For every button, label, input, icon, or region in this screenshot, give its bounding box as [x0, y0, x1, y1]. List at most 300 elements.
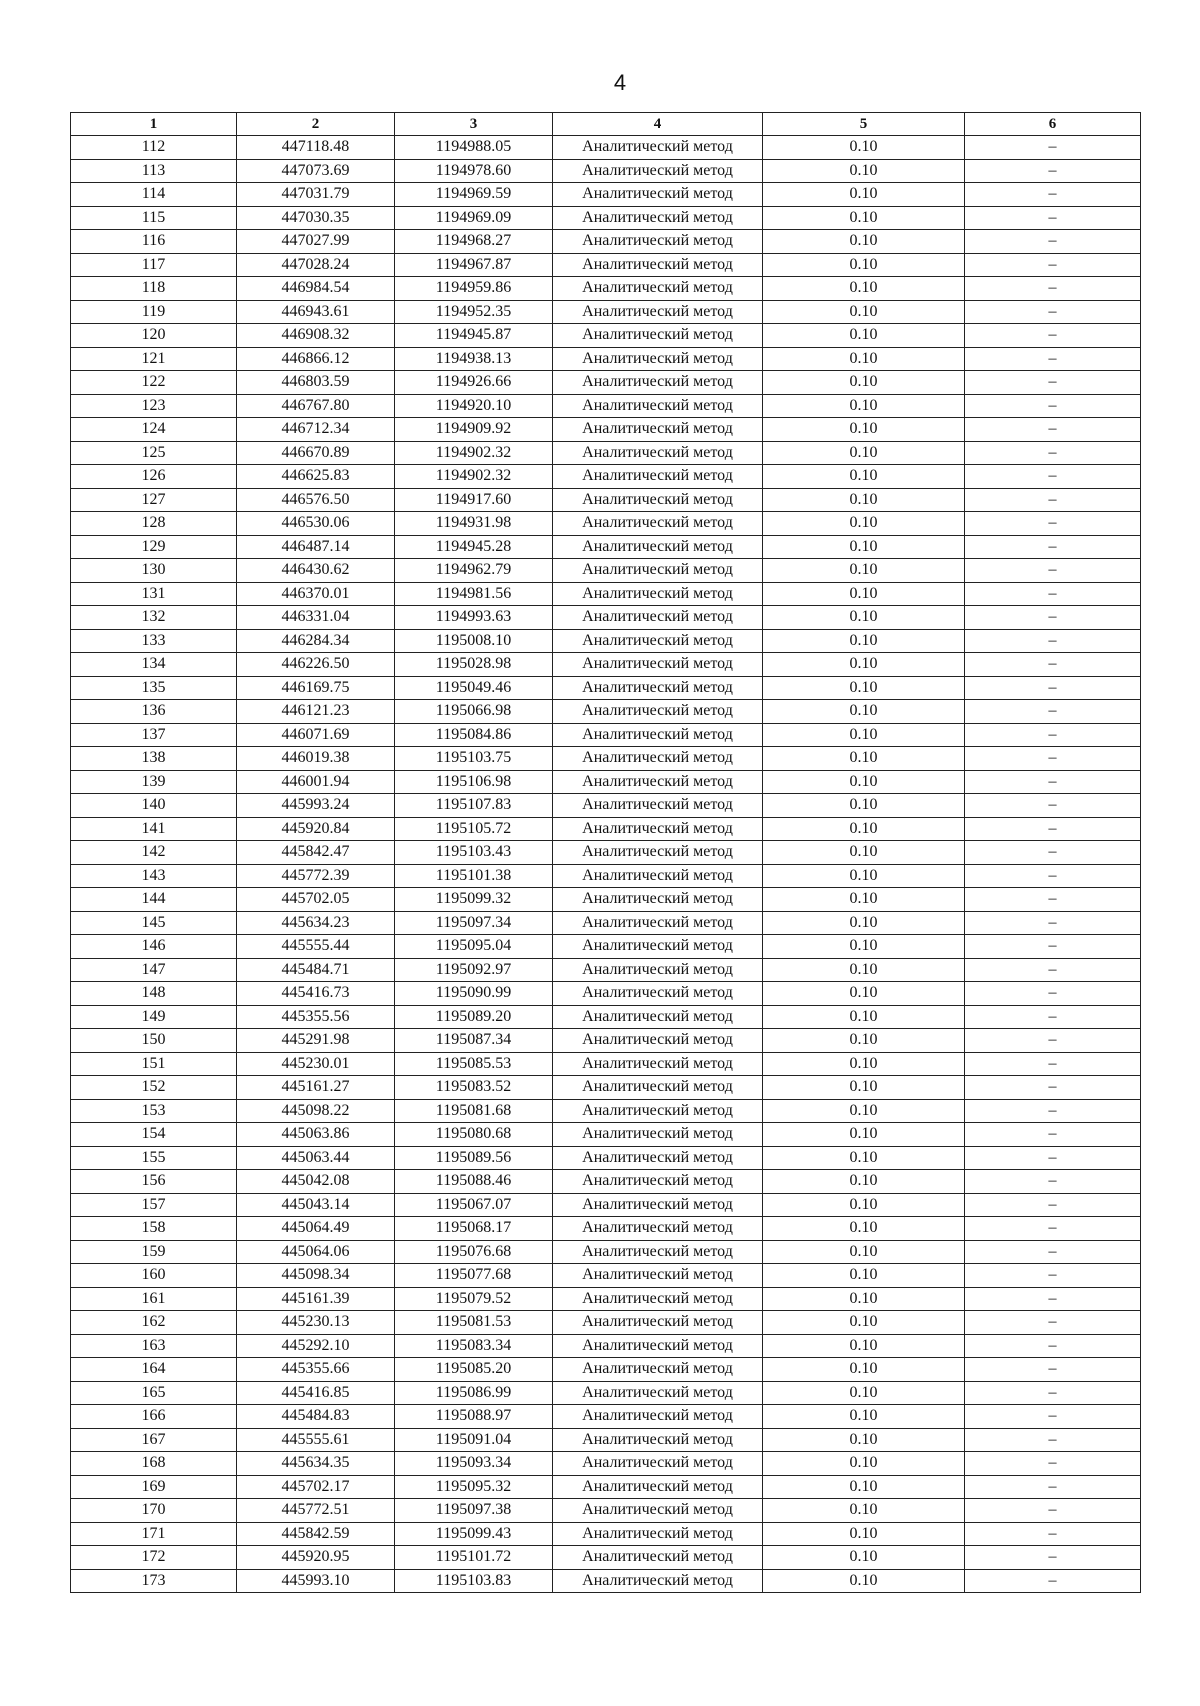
method-cell: Аналитический метод [553, 817, 763, 841]
method-cell: Аналитический метод [553, 1170, 763, 1194]
y-coordinate-cell: 1195077.68 [395, 1264, 553, 1288]
x-coordinate-cell: 446670.89 [237, 441, 395, 465]
x-coordinate-cell: 446908.32 [237, 324, 395, 348]
method-cell: Аналитический метод [553, 1240, 763, 1264]
point-number-cell: 118 [71, 277, 237, 301]
method-cell: Аналитический метод [553, 1217, 763, 1241]
table-row [71, 841, 1141, 865]
accuracy-cell: 0.10 [763, 1522, 965, 1546]
table-row [71, 1428, 1141, 1452]
table-body [71, 136, 1141, 1593]
method-cell: Аналитический метод [553, 1099, 763, 1123]
y-coordinate-cell: 1195049.46 [395, 676, 553, 700]
x-coordinate-cell: 445555.61 [237, 1428, 395, 1452]
y-coordinate-cell: 1195099.32 [395, 888, 553, 912]
y-coordinate-cell: 1194909.92 [395, 418, 553, 442]
x-coordinate-cell: 445772.51 [237, 1499, 395, 1523]
note-cell: – [965, 1146, 1141, 1170]
table-row [71, 230, 1141, 254]
y-coordinate-cell: 1194902.32 [395, 441, 553, 465]
header-cell-1: 1 [71, 113, 237, 136]
note-cell: – [965, 864, 1141, 888]
x-coordinate-cell: 445292.10 [237, 1334, 395, 1358]
y-coordinate-cell: 1195028.98 [395, 653, 553, 677]
table-row [71, 606, 1141, 630]
point-number-cell: 153 [71, 1099, 237, 1123]
page-number: 4 [613, 70, 627, 95]
note-cell: – [965, 512, 1141, 536]
note-cell: – [965, 1311, 1141, 1335]
table-row [71, 277, 1141, 301]
note-cell: – [965, 1240, 1141, 1264]
note-cell: – [965, 1123, 1141, 1147]
table-row [71, 582, 1141, 606]
note-cell: – [965, 1428, 1141, 1452]
point-number-cell: 170 [71, 1499, 237, 1523]
table-row [71, 1452, 1141, 1476]
table-row [71, 465, 1141, 489]
note-cell: – [965, 488, 1141, 512]
table-row [71, 1029, 1141, 1053]
point-number-cell: 112 [71, 136, 237, 160]
table-row [71, 1381, 1141, 1405]
y-coordinate-cell: 1194952.35 [395, 300, 553, 324]
x-coordinate-cell: 446866.12 [237, 347, 395, 371]
method-cell: Аналитический метод [553, 324, 763, 348]
accuracy-cell: 0.10 [763, 183, 965, 207]
method-cell: Аналитический метод [553, 230, 763, 254]
method-cell: Аналитический метод [553, 206, 763, 230]
point-number-cell: 125 [71, 441, 237, 465]
point-number-cell: 123 [71, 394, 237, 418]
y-coordinate-cell: 1195086.99 [395, 1381, 553, 1405]
table-row [71, 723, 1141, 747]
header-cell-3: 3 [395, 113, 553, 136]
accuracy-cell: 0.10 [763, 1358, 965, 1382]
y-coordinate-cell: 1194945.87 [395, 324, 553, 348]
table-row [71, 1146, 1141, 1170]
method-cell: Аналитический метод [553, 1546, 763, 1570]
x-coordinate-cell: 447030.35 [237, 206, 395, 230]
accuracy-cell: 0.10 [763, 841, 965, 865]
x-coordinate-cell: 445064.06 [237, 1240, 395, 1264]
header-cell-5: 5 [763, 113, 965, 136]
table-row [71, 1405, 1141, 1429]
y-coordinate-cell: 1194931.98 [395, 512, 553, 536]
point-number-cell: 160 [71, 1264, 237, 1288]
accuracy-cell: 0.10 [763, 888, 965, 912]
x-coordinate-cell: 445772.39 [237, 864, 395, 888]
note-cell: – [965, 371, 1141, 395]
point-number-cell: 135 [71, 676, 237, 700]
method-cell: Аналитический метод [553, 982, 763, 1006]
method-cell: Аналитический метод [553, 347, 763, 371]
method-cell: Аналитический метод [553, 864, 763, 888]
y-coordinate-cell: 1195101.72 [395, 1546, 553, 1570]
point-number-cell: 144 [71, 888, 237, 912]
point-number-cell: 143 [71, 864, 237, 888]
x-coordinate-cell: 445555.44 [237, 935, 395, 959]
accuracy-cell: 0.10 [763, 1381, 965, 1405]
y-coordinate-cell: 1195105.72 [395, 817, 553, 841]
point-number-cell: 166 [71, 1405, 237, 1429]
table-row [71, 1005, 1141, 1029]
x-coordinate-cell: 446767.80 [237, 394, 395, 418]
x-coordinate-cell: 445098.22 [237, 1099, 395, 1123]
y-coordinate-cell: 1194945.28 [395, 535, 553, 559]
accuracy-cell: 0.10 [763, 324, 965, 348]
point-number-cell: 115 [71, 206, 237, 230]
method-cell: Аналитический метод [553, 1146, 763, 1170]
table-row [71, 1499, 1141, 1523]
note-cell: – [965, 324, 1141, 348]
accuracy-cell: 0.10 [763, 700, 965, 724]
accuracy-cell: 0.10 [763, 864, 965, 888]
header-cell-4: 4 [553, 113, 763, 136]
note-cell: – [965, 841, 1141, 865]
accuracy-cell: 0.10 [763, 136, 965, 160]
table-row [71, 183, 1141, 207]
x-coordinate-cell: 445161.27 [237, 1076, 395, 1100]
point-number-cell: 161 [71, 1287, 237, 1311]
y-coordinate-cell: 1194902.32 [395, 465, 553, 489]
note-cell: – [965, 535, 1141, 559]
method-cell: Аналитический метод [553, 300, 763, 324]
note-cell: – [965, 1217, 1141, 1241]
table-row [71, 1311, 1141, 1335]
table-row [71, 747, 1141, 771]
table-row [71, 864, 1141, 888]
point-number-cell: 117 [71, 253, 237, 277]
point-number-cell: 155 [71, 1146, 237, 1170]
x-coordinate-cell: 445702.05 [237, 888, 395, 912]
x-coordinate-cell: 446001.94 [237, 770, 395, 794]
note-cell: – [965, 794, 1141, 818]
table-row [71, 1193, 1141, 1217]
method-cell: Аналитический метод [553, 1569, 763, 1593]
y-coordinate-cell: 1195092.97 [395, 958, 553, 982]
x-coordinate-cell: 447031.79 [237, 183, 395, 207]
method-cell: Аналитический метод [553, 136, 763, 160]
x-coordinate-cell: 445355.56 [237, 1005, 395, 1029]
accuracy-cell: 0.10 [763, 911, 965, 935]
method-cell: Аналитический метод [553, 394, 763, 418]
point-number-cell: 131 [71, 582, 237, 606]
x-coordinate-cell: 446625.83 [237, 465, 395, 489]
accuracy-cell: 0.10 [763, 371, 965, 395]
method-cell: Аналитический метод [553, 582, 763, 606]
y-coordinate-cell: 1195089.20 [395, 1005, 553, 1029]
table-row [71, 629, 1141, 653]
y-coordinate-cell: 1194962.79 [395, 559, 553, 583]
accuracy-cell: 0.10 [763, 1146, 965, 1170]
accuracy-cell: 0.10 [763, 1264, 965, 1288]
note-cell: – [965, 723, 1141, 747]
note-cell: – [965, 911, 1141, 935]
note-cell: – [965, 1499, 1141, 1523]
accuracy-cell: 0.10 [763, 1428, 965, 1452]
method-cell: Аналитический метод [553, 253, 763, 277]
y-coordinate-cell: 1194993.63 [395, 606, 553, 630]
method-cell: Аналитический метод [553, 159, 763, 183]
x-coordinate-cell: 447027.99 [237, 230, 395, 254]
method-cell: Аналитический метод [553, 559, 763, 583]
x-coordinate-cell: 445042.08 [237, 1170, 395, 1194]
note-cell: – [965, 253, 1141, 277]
x-coordinate-cell: 445993.10 [237, 1569, 395, 1593]
y-coordinate-cell: 1195076.68 [395, 1240, 553, 1264]
method-cell: Аналитический метод [553, 1358, 763, 1382]
method-cell: Аналитический метод [553, 653, 763, 677]
method-cell: Аналитический метод [553, 535, 763, 559]
point-number-cell: 171 [71, 1522, 237, 1546]
accuracy-cell: 0.10 [763, 723, 965, 747]
table-row [71, 347, 1141, 371]
x-coordinate-cell: 445993.24 [237, 794, 395, 818]
y-coordinate-cell: 1195067.07 [395, 1193, 553, 1217]
accuracy-cell: 0.10 [763, 982, 965, 1006]
point-number-cell: 113 [71, 159, 237, 183]
method-cell: Аналитический метод [553, 1428, 763, 1452]
accuracy-cell: 0.10 [763, 794, 965, 818]
accuracy-cell: 0.10 [763, 1475, 965, 1499]
note-cell: – [965, 1334, 1141, 1358]
y-coordinate-cell: 1194968.27 [395, 230, 553, 254]
table-row [71, 1052, 1141, 1076]
method-cell: Аналитический метод [553, 935, 763, 959]
point-number-cell: 163 [71, 1334, 237, 1358]
accuracy-cell: 0.10 [763, 512, 965, 536]
x-coordinate-cell: 445043.14 [237, 1193, 395, 1217]
y-coordinate-cell: 1195099.43 [395, 1522, 553, 1546]
x-coordinate-cell: 445063.86 [237, 1123, 395, 1147]
point-number-cell: 142 [71, 841, 237, 865]
note-cell: – [965, 888, 1141, 912]
y-coordinate-cell: 1194920.10 [395, 394, 553, 418]
table-row [71, 418, 1141, 442]
point-number-cell: 138 [71, 747, 237, 771]
note-cell: – [965, 441, 1141, 465]
accuracy-cell: 0.10 [763, 535, 965, 559]
x-coordinate-cell: 446984.54 [237, 277, 395, 301]
table-row [71, 441, 1141, 465]
y-coordinate-cell: 1195066.98 [395, 700, 553, 724]
table-row [71, 1569, 1141, 1593]
point-number-cell: 159 [71, 1240, 237, 1264]
x-coordinate-cell: 445291.98 [237, 1029, 395, 1053]
table-row [71, 982, 1141, 1006]
y-coordinate-cell: 1195085.20 [395, 1358, 553, 1382]
accuracy-cell: 0.10 [763, 958, 965, 982]
table-row [71, 935, 1141, 959]
point-number-cell: 151 [71, 1052, 237, 1076]
point-number-cell: 139 [71, 770, 237, 794]
note-cell: – [965, 1052, 1141, 1076]
x-coordinate-cell: 447073.69 [237, 159, 395, 183]
accuracy-cell: 0.10 [763, 606, 965, 630]
x-coordinate-cell: 445920.84 [237, 817, 395, 841]
accuracy-cell: 0.10 [763, 441, 965, 465]
table-row [71, 770, 1141, 794]
x-coordinate-cell: 446370.01 [237, 582, 395, 606]
point-number-cell: 165 [71, 1381, 237, 1405]
accuracy-cell: 0.10 [763, 230, 965, 254]
method-cell: Аналитический метод [553, 418, 763, 442]
method-cell: Аналитический метод [553, 888, 763, 912]
point-number-cell: 116 [71, 230, 237, 254]
table-row [71, 1170, 1141, 1194]
table-row [71, 136, 1141, 160]
accuracy-cell: 0.10 [763, 559, 965, 583]
method-cell: Аналитический метод [553, 911, 763, 935]
accuracy-cell: 0.10 [763, 465, 965, 489]
x-coordinate-cell: 446019.38 [237, 747, 395, 771]
point-number-cell: 136 [71, 700, 237, 724]
note-cell: – [965, 159, 1141, 183]
x-coordinate-cell: 445230.13 [237, 1311, 395, 1335]
method-cell: Аналитический метод [553, 1334, 763, 1358]
accuracy-cell: 0.10 [763, 488, 965, 512]
point-number-cell: 130 [71, 559, 237, 583]
accuracy-cell: 0.10 [763, 159, 965, 183]
accuracy-cell: 0.10 [763, 1311, 965, 1335]
accuracy-cell: 0.10 [763, 1287, 965, 1311]
y-coordinate-cell: 1195103.43 [395, 841, 553, 865]
note-cell: – [965, 935, 1141, 959]
note-cell: – [965, 817, 1141, 841]
y-coordinate-cell: 1195101.38 [395, 864, 553, 888]
method-cell: Аналитический метод [553, 1029, 763, 1053]
point-number-cell: 154 [71, 1123, 237, 1147]
point-number-cell: 132 [71, 606, 237, 630]
x-coordinate-cell: 446487.14 [237, 535, 395, 559]
method-cell: Аналитический метод [553, 629, 763, 653]
note-cell: – [965, 1381, 1141, 1405]
table-row [71, 1475, 1141, 1499]
x-coordinate-cell: 446169.75 [237, 676, 395, 700]
x-coordinate-cell: 445842.47 [237, 841, 395, 865]
accuracy-cell: 0.10 [763, 1405, 965, 1429]
x-coordinate-cell: 445161.39 [237, 1287, 395, 1311]
table-row [71, 958, 1141, 982]
x-coordinate-cell: 446226.50 [237, 653, 395, 677]
y-coordinate-cell: 1194959.86 [395, 277, 553, 301]
point-number-cell: 134 [71, 653, 237, 677]
note-cell: – [965, 394, 1141, 418]
note-cell: – [965, 676, 1141, 700]
y-coordinate-cell: 1195097.34 [395, 911, 553, 935]
x-coordinate-cell: 445416.73 [237, 982, 395, 1006]
method-cell: Аналитический метод [553, 1123, 763, 1147]
y-coordinate-cell: 1195103.83 [395, 1569, 553, 1593]
accuracy-cell: 0.10 [763, 253, 965, 277]
x-coordinate-cell: 445634.35 [237, 1452, 395, 1476]
table-row [71, 817, 1141, 841]
accuracy-cell: 0.10 [763, 394, 965, 418]
method-cell: Аналитический метод [553, 794, 763, 818]
note-cell: – [965, 629, 1141, 653]
note-cell: – [965, 559, 1141, 583]
accuracy-cell: 0.10 [763, 206, 965, 230]
accuracy-cell: 0.10 [763, 1334, 965, 1358]
table-row [71, 488, 1141, 512]
point-number-cell: 167 [71, 1428, 237, 1452]
accuracy-cell: 0.10 [763, 1452, 965, 1476]
accuracy-cell: 0.10 [763, 1099, 965, 1123]
note-cell: – [965, 347, 1141, 371]
y-coordinate-cell: 1195083.34 [395, 1334, 553, 1358]
point-number-cell: 120 [71, 324, 237, 348]
x-coordinate-cell: 447118.48 [237, 136, 395, 160]
point-number-cell: 145 [71, 911, 237, 935]
point-number-cell: 124 [71, 418, 237, 442]
table-row [71, 1358, 1141, 1382]
point-number-cell: 127 [71, 488, 237, 512]
accuracy-cell: 0.10 [763, 1170, 965, 1194]
point-number-cell: 140 [71, 794, 237, 818]
note-cell: – [965, 418, 1141, 442]
x-coordinate-cell: 446284.34 [237, 629, 395, 653]
table-row [71, 1240, 1141, 1264]
table-row [71, 559, 1141, 583]
accuracy-cell: 0.10 [763, 817, 965, 841]
table-row [71, 676, 1141, 700]
note-cell: – [965, 1287, 1141, 1311]
x-coordinate-cell: 445230.01 [237, 1052, 395, 1076]
y-coordinate-cell: 1194988.05 [395, 136, 553, 160]
x-coordinate-cell: 446430.62 [237, 559, 395, 583]
table-row [71, 1099, 1141, 1123]
method-cell: Аналитический метод [553, 277, 763, 301]
method-cell: Аналитический метод [553, 1522, 763, 1546]
x-coordinate-cell: 447028.24 [237, 253, 395, 277]
header-row [71, 113, 1141, 136]
point-number-cell: 114 [71, 183, 237, 207]
y-coordinate-cell: 1195093.34 [395, 1452, 553, 1476]
table-row [71, 535, 1141, 559]
point-number-cell: 173 [71, 1569, 237, 1593]
accuracy-cell: 0.10 [763, 1052, 965, 1076]
accuracy-cell: 0.10 [763, 747, 965, 771]
accuracy-cell: 0.10 [763, 1217, 965, 1241]
y-coordinate-cell: 1194938.13 [395, 347, 553, 371]
method-cell: Аналитический метод [553, 1005, 763, 1029]
method-cell: Аналитический метод [553, 1311, 763, 1335]
note-cell: – [965, 1358, 1141, 1382]
note-cell: – [965, 747, 1141, 771]
y-coordinate-cell: 1195097.38 [395, 1499, 553, 1523]
y-coordinate-cell: 1195083.52 [395, 1076, 553, 1100]
note-cell: – [965, 606, 1141, 630]
note-cell: – [965, 1005, 1141, 1029]
method-cell: Аналитический метод [553, 700, 763, 724]
header-cell-2: 2 [237, 113, 395, 136]
method-cell: Аналитический метод [553, 1052, 763, 1076]
accuracy-cell: 0.10 [763, 1569, 965, 1593]
table-row [71, 512, 1141, 536]
y-coordinate-cell: 1195106.98 [395, 770, 553, 794]
method-cell: Аналитический метод [553, 676, 763, 700]
note-cell: – [965, 1405, 1141, 1429]
method-cell: Аналитический метод [553, 488, 763, 512]
method-cell: Аналитический метод [553, 1499, 763, 1523]
y-coordinate-cell: 1195068.17 [395, 1217, 553, 1241]
y-coordinate-cell: 1195090.99 [395, 982, 553, 1006]
method-cell: Аналитический метод [553, 747, 763, 771]
table-row [71, 206, 1141, 230]
x-coordinate-cell: 445355.66 [237, 1358, 395, 1382]
table-row [71, 159, 1141, 183]
